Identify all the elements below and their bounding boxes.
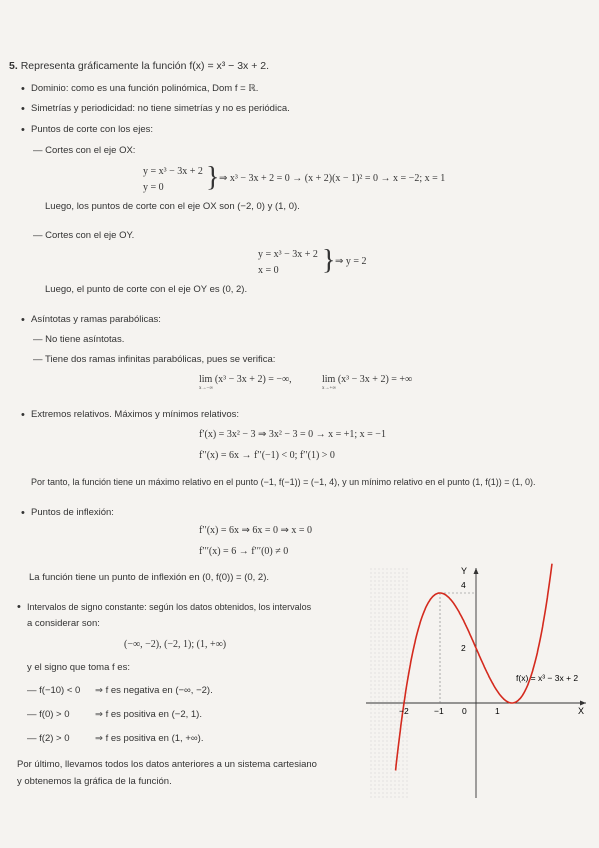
signo-case-1-result: ⇒ f es negativa en (−∞, −2). xyxy=(95,685,213,696)
signo-case-1-condition: — f(−10) < 0 xyxy=(27,685,81,696)
x-axis-label: X xyxy=(578,706,585,716)
asintotas-none: — No tiene asíntotas. xyxy=(33,334,125,345)
y-axis-arrow-icon xyxy=(474,568,479,574)
intervalos-heading-cont: a considerar son: xyxy=(27,618,100,629)
puntos-corte-heading: • Puntos de corte con los ejes: xyxy=(31,125,153,136)
x-tick-0: 0 xyxy=(462,706,467,716)
signo-label: y el signo que toma f es: xyxy=(27,662,130,673)
limit-minus-infinity: lim (x³ − 3x + 2) = −∞, xyxy=(199,374,292,385)
asintotas-ramas: — Tiene dos ramas infinitas parabólicas, pues se verifica: xyxy=(33,354,276,365)
exercise-number: 5. xyxy=(9,60,18,72)
signo-case-3-condition: — f(2) > 0 xyxy=(27,733,70,744)
exercise-title xyxy=(9,60,269,72)
simetrias-text: • Simetrías y periodicidad: no tiene simetrías y no es periódica. xyxy=(31,104,290,115)
final-text-line1: Por último, llevamos todos los datos anteriores a un sistema cartesiano xyxy=(17,759,317,770)
corte-oy-brace: } xyxy=(322,245,336,276)
inflexion-eq1: f′′(x) = 6x ⇒ 6x = 0 ⇒ x = 0 xyxy=(199,525,313,536)
x-tick-minus-2: −2 xyxy=(399,706,409,716)
y-tick-2: 2 xyxy=(461,643,466,653)
corte-ox-system-eq2: y = 0 xyxy=(143,182,164,193)
x-tick-1: 1 xyxy=(495,706,500,716)
corte-oy-system-eq2: x = 0 xyxy=(258,265,279,276)
signo-case-2-result: ⇒ f es positiva en (−2, 1). xyxy=(95,709,202,720)
function-curve xyxy=(396,564,552,771)
inflexion-heading: • Puntos de inflexión: xyxy=(31,508,114,519)
signo-case-2-condition: — f(0) > 0 xyxy=(27,709,70,720)
corte-oy-system-eq1: y = x³ − 3x + 2 xyxy=(258,249,318,260)
inflexion-eq2: f′′′(x) = 6 → f′′′(0) ≠ 0 xyxy=(199,546,289,557)
limit-minus-infinity-sub: x→−∞ xyxy=(199,386,213,391)
x-axis-arrow-icon xyxy=(580,701,586,706)
corte-ox-label: — Cortes con el eje OX: xyxy=(33,145,136,156)
limit-plus-infinity-sub: x→+∞ xyxy=(322,386,336,391)
shaded-region-left xyxy=(370,568,408,798)
corte-ox-system-eq1: y = x³ − 3x + 2 xyxy=(143,166,203,177)
exercise-statement: Representa gráficamente la función f(x) = x³ − 3x + 2. xyxy=(20,60,270,72)
final-text-line2: y obtenemos la gráfica de la función. xyxy=(17,776,172,787)
extremos-eq1: f′(x) = 3x² − 3 ⇒ 3x² − 3 = 0 → x = +1; x = −1 xyxy=(199,429,386,440)
corte-oy-conclusion: Luego, el punto de corte con el eje OY es (0, 2). xyxy=(45,284,248,295)
corte-ox-conclusion: Luego, los puntos de corte con el eje OX son (−2, 0) y (1, 0). xyxy=(45,201,300,212)
corte-ox-brace: } xyxy=(206,162,220,193)
y-axis-label: Y xyxy=(461,566,468,576)
curve-label: f(x) = x³ − 3x + 2 xyxy=(516,673,579,683)
y-tick-4: 4 xyxy=(461,580,466,590)
function-graph xyxy=(358,560,594,800)
signo-case-3-result: ⇒ f es positiva en (1, +∞). xyxy=(95,733,204,744)
x-tick-minus-1: −1 xyxy=(434,706,444,716)
corte-oy-result: ⇒ y = 2 xyxy=(335,256,367,267)
intervalos-list: (−∞, −2), (−2, 1); (1, +∞) xyxy=(124,639,227,650)
corte-oy-label: — Cortes con el eje OY. xyxy=(33,230,135,241)
corte-ox-result: ⇒ x³ − 3x + 2 = 0 → (x + 2)(x − 1)² = 0 → x = −2; x = 1 xyxy=(219,173,446,184)
extremos-conclusion: Por tanto, la función tiene un máximo relativo en el punto (−1, f(−1)) = (−1, 4), y un mínimo relativo en el punto (1, f(1)) = (1, 0). xyxy=(31,477,536,487)
intervalos-heading: • Intervalos de signo constante: según los datos obtenidos, los intervalos xyxy=(27,602,311,612)
extremos-eq2: f′′(x) = 6x → f′′(−1) < 0; f′′(1) > 0 xyxy=(199,450,335,461)
limit-plus-infinity: lim (x³ − 3x + 2) = +∞ xyxy=(322,374,413,385)
dominio-text: • Dominio: como es una función polinómica, Dom f = ℝ. xyxy=(31,84,258,95)
extremos-heading: • Extremos relativos. Máximos y mínimos relativos: xyxy=(31,410,239,421)
asintotas-heading: • Asíntotas y ramas parabólicas: xyxy=(31,315,161,326)
inflexion-conclusion: La función tiene un punto de inflexión en (0, f(0)) = (0, 2). xyxy=(29,572,270,583)
